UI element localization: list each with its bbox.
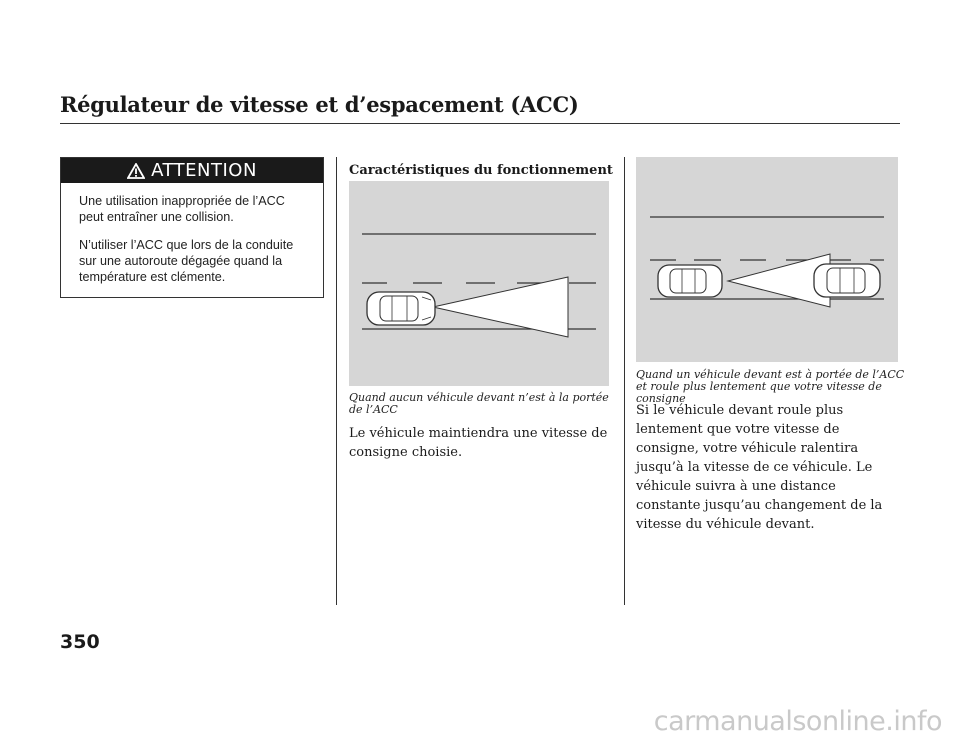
figure-2-caption: Quand un véhicule devant est à portée de l’ACC et roule plus lentement que votre vitesse de consigne — [636, 368, 905, 405]
page-title: Régulateur de vitesse et d’espacement (ACC) — [60, 92, 579, 117]
warning-body — [61, 183, 323, 285]
warning-paragraph: Une utilisation inappropriée de l’ACC peut entraîner une collision. — [79, 194, 285, 224]
own-car-icon — [367, 292, 435, 325]
watermark: carmanualsonline.info — [653, 706, 942, 737]
figure-1-text: Le véhicule maintiendra une vitesse de consigne choisie. — [349, 426, 608, 460]
figure-1-caption: Quand aucun véhicule devant n’est à la portée de l’ACC — [349, 391, 609, 416]
warning-heading: ATTENTION — [151, 160, 257, 181]
figure-vehicle-ahead — [636, 157, 898, 362]
warning-triangle-icon — [127, 163, 145, 179]
lead-car-icon — [814, 264, 880, 297]
column-divider-2 — [624, 157, 625, 605]
warning-header — [61, 158, 323, 183]
figure-no-vehicle-ahead — [349, 181, 609, 386]
road-diagram-2 — [636, 157, 898, 362]
title-divider — [60, 123, 900, 124]
column-divider-1 — [336, 157, 337, 605]
figure-2-text: Si le véhicule devant roule plus lentement que votre vitesse de consigne, votre véhicule ralentira jusqu’à la vitesse de ce véhicule. Le véhicule suivra à une distance constante jusqu’au changement de la vitesse du véhicule devant. — [636, 403, 883, 532]
warning-box — [60, 157, 324, 298]
section-heading: Caractéristiques du fonctionnement — [349, 163, 613, 178]
road-diagram-1 — [349, 181, 609, 386]
page-number: 350 — [60, 631, 100, 653]
own-car-icon — [658, 265, 722, 297]
warning-paragraph: N’utiliser l’ACC que lors de la conduite sur une autoroute dégagée quand la température est clémente. — [79, 238, 294, 284]
